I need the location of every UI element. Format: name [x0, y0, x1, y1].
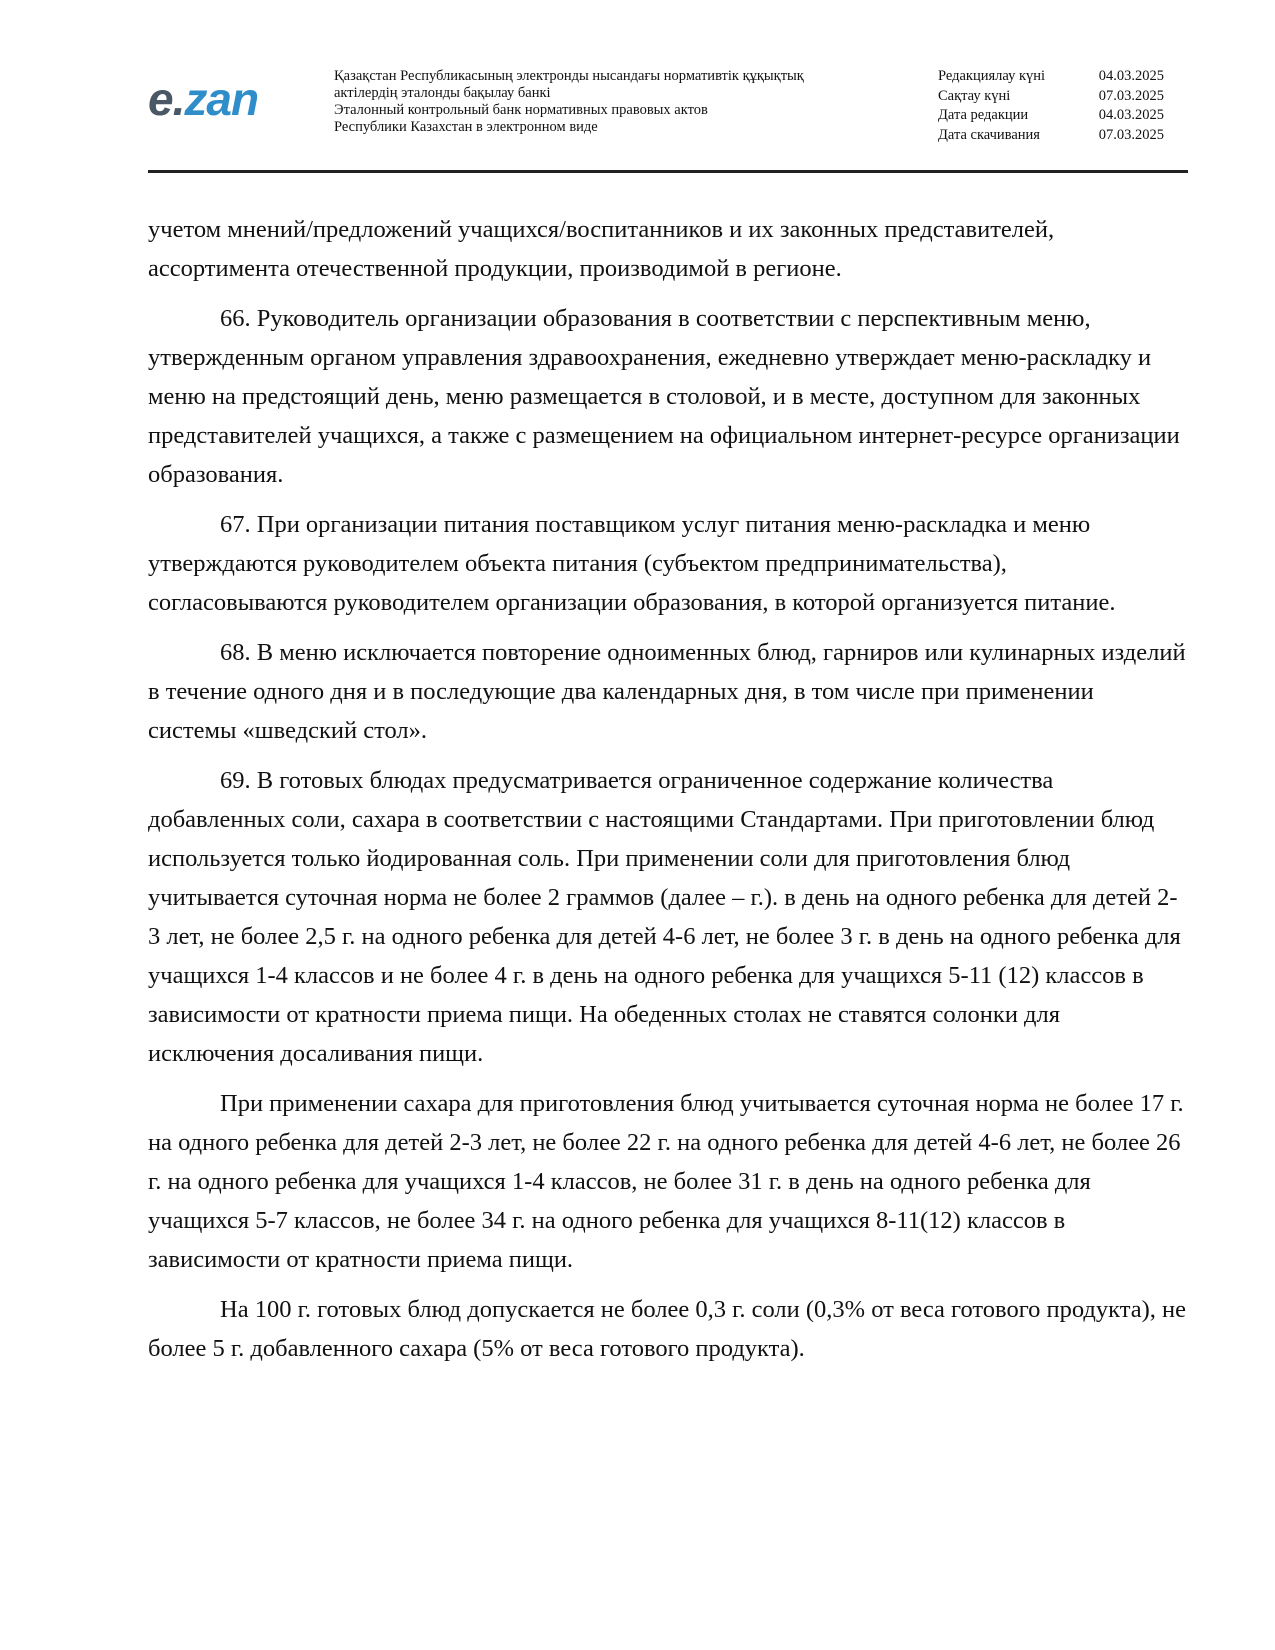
header-divider: [148, 170, 1188, 173]
meta-row-edit-date-kz: [938, 67, 1188, 87]
paragraph-per-100g: На 100 г. готовых блюд допускается не более 0,3 г. соли (0,3% от веса готового продукта), не более 5 г. добавленного сахара (5% от веса готового продукта).: [148, 1296, 1186, 1362]
bank-description: [334, 68, 894, 136]
logo-zan: zan: [184, 73, 259, 125]
bank-line-kz-2: актілердің эталонды бақылау банкі: [334, 85, 551, 101]
meta-row-save-date-kz: [938, 87, 1188, 107]
meta-label: Дата скачивания: [938, 126, 1040, 143]
meta-label: Дата редакции: [938, 107, 1029, 123]
logo-e: e: [148, 73, 173, 125]
meta-label: Редакциялау күні: [938, 68, 1046, 84]
meta-label: Сақтау күні: [938, 87, 1011, 104]
meta-row-download-date-ru: [938, 126, 1188, 146]
meta-value: 07.03.2025: [1098, 87, 1164, 104]
meta-row-edit-date-ru: [938, 106, 1188, 126]
paragraph-68: 68. В меню исключается повторение одноименных блюд, гарниров или кулинарных изделий в течение одного дня и в последующие два календарных дня, в том числе при применении системы «шведский стол».: [148, 639, 1186, 744]
meta-value: 04.03.2025: [1098, 68, 1164, 84]
paragraph-66: 66. Руководитель организации образования в соответствии с перспективным меню, утвержденным органом управления здравоохранения, ежедневно утверждает меню-раскладку и меню на предстоящий день, меню размещается в столовой, и в месте, доступном для законных представителей учащихся, а также с размещением на официальном интернет-ресурсе организации образования.: [148, 305, 1180, 488]
paragraph-69: 69. В готовых блюдах предусматривается ограниченное содержание количества добавленных соли, сахара в соответствии с настоящими Стандартами. При приготовлении блюд используется только йодированная соль. При применении соли для приготовления блюд учитывается суточная норма не более 2 граммов (далее – г.). в день на одного ребенка для детей 2-3 лет, не более 2,5 г. на одного ребенка для детей 4-6 лет, не более 3 г. в день на одного ребенка для учащихся 1-4 классов и не более 4 г. в день на одного ребенка для учащихся 5-11 (12) классов в зависимости от кратности приема пищи. На обеденных столах не ставятся солонки для исключения досаливания пищи.: [148, 767, 1181, 1067]
document-dates: [938, 67, 1188, 145]
bank-line-kz-1: Қазақстан Республикасының электронды нысандағы нормативтік құқықтық: [334, 68, 804, 84]
logo-dot: .: [172, 73, 185, 125]
ezan-logo: [148, 73, 259, 125]
bank-line-ru-2: Республики Казахстан в электронном виде: [334, 119, 598, 135]
meta-value: 07.03.2025: [1098, 126, 1164, 143]
paragraph-continuation: учетом мнений/предложений учащихся/воспитанников и их законных представителей, ассортимента отечественной продукции, производимой в регионе.: [148, 216, 1055, 282]
paragraph-67: 67. При организации питания поставщиком услуг питания меню-раскладка и меню утверждаются руководителем объекта питания (субъектом предпринимательства), согласовываются руководителем организации образования, в которой организуется питание.: [148, 511, 1116, 616]
meta-value: 04.03.2025: [1098, 107, 1164, 123]
document-body: [148, 210, 1188, 1379]
page-header: [148, 60, 1188, 160]
paragraph-sugar-norms: При применении сахара для приготовления блюд учитывается суточная норма не более 17 г. на одного ребенка для детей 2-3 лет, не более 22 г. на одного ребенка для детей 4-6 лет, не более 26 г. на одного ребенка для учащихся 1-4 классов, не более 31 г. в день на одного ребенка для учащихся 5-7 классов, не более 34 г. на одного ребенка для учащихся 8-11(12) классов в зависимости от кратности приема пищи.: [148, 1090, 1184, 1273]
bank-line-ru-1: Эталонный контрольный банк нормативных правовых актов: [334, 102, 708, 118]
